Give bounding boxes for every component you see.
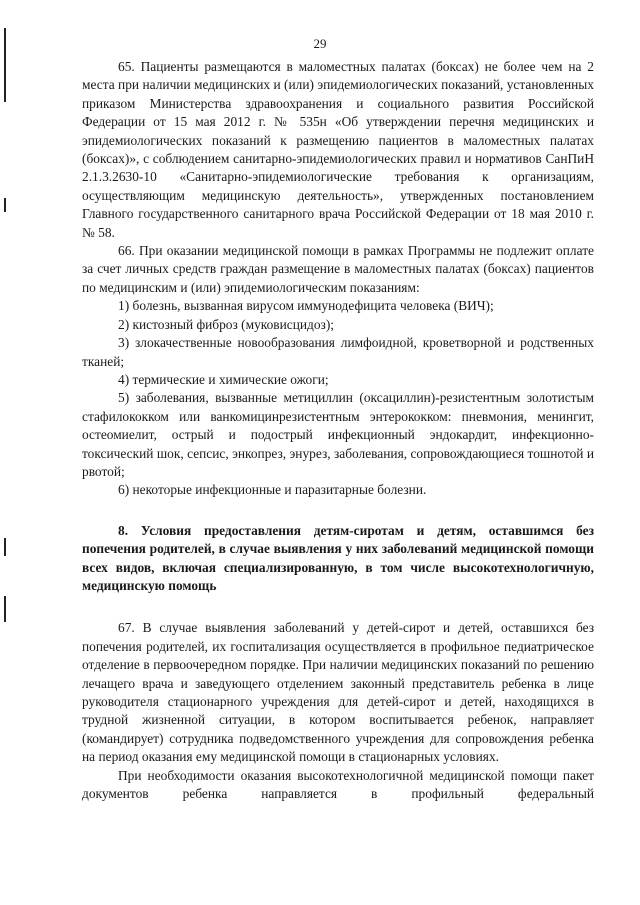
list-item: 1) болезнь, вызванная вирусом иммунодефицита человека (ВИЧ); [118, 298, 494, 314]
paragraph-67: 67. В случае выявления заболеваний у детей-сирот и детей, оставшихся без попечения родителей, их госпитализация осуществляется в профильное педиатрическое отделение в первоочередном порядке. При наличии медицинских показаний по решению лечащего врача и заведующего отделением законный представитель ребенка в лице руководителя стационарного учреждения для детей-сирот и детей, находящихся в трудной жизненной ситуации, в котором воспитывается ребенок, направляет (командирует) сотрудника подведомственного учреждения для сопровождения ребенка на период оказания ему медицинской помощи в стационарных условиях. [82, 620, 594, 765]
list-item: 3) злокачественные новообразования лимфоидной, кроветворной и родственных тканей; [82, 335, 594, 369]
paragraph-65: 65. Пациенты размещаются в маломестных палатах (боксах) не более чем на 2 места при наличии медицинских и (или) эпидемиологических показаний, установленных приказом Министерства здравоохранения и социального развития Российской Федерации от 15 мая 2012 г. № 535н «Об утверждении перечня медицинских и эпидемиологических показаний к размещению пациентов в маломестных палатах (боксах)», с соблюдением санитарно-эпидемиологических правил и нормативов СанПиН 2.1.3.2630-10 «Санитарно-эпидемиологические требования к организациям, осуществляющим медицинскую деятельность», утвержденных постановлением Главного государственного санитарного врача Российской Федерации от 18 мая 2010 г. № 58. [82, 59, 594, 240]
section-heading-8: 8. Условия предоставления детям-сиротам и детям, оставшимся без попечения родителей, в случае выявления у них заболеваний медицинской помощи всех видов, включая специализированную, в том числе высокотехнологичную, медицинскую помощь [82, 522, 594, 593]
list-item: 2) кистозный фиброз (муковисцидоз); [118, 316, 335, 332]
paragraph-66: 66. При оказании медицинской помощи в рамках Программы не подлежит оплате за счет личных средств граждан размещение в маломестных палатах (боксах) пациентов по медицинским и (или) эпидемиологическим показаниям: [82, 243, 594, 295]
page-number: 29 [313, 36, 327, 51]
document-body [82, 58, 594, 803]
list-item: 4) термические и химические ожоги; [118, 371, 329, 387]
list-item: 5) заболевания, вызванные метициллин (оксациллин)-резистентным золотистым стафилококком или ванкомицинрезистентным энтерококком: пневмония, менингит, остеомиелит, острый и подострый инфекционный эндокардит, инфекционно-токсический шок, сепсис, энкопрез, энурез, заболевания, сопровождающиеся тошнотой и рвотой; [82, 390, 594, 479]
paragraph-67-continued: При необходимости оказания высокотехнологичной медицинской помощи пакет документов ребенка направляется в профильный федеральный [82, 767, 594, 802]
scan-edge-mark [4, 596, 6, 622]
list-item: 6) некоторые инфекционные и паразитарные болезни. [118, 482, 427, 498]
scan-edge-mark [4, 198, 6, 212]
scan-edge-mark [4, 538, 6, 556]
